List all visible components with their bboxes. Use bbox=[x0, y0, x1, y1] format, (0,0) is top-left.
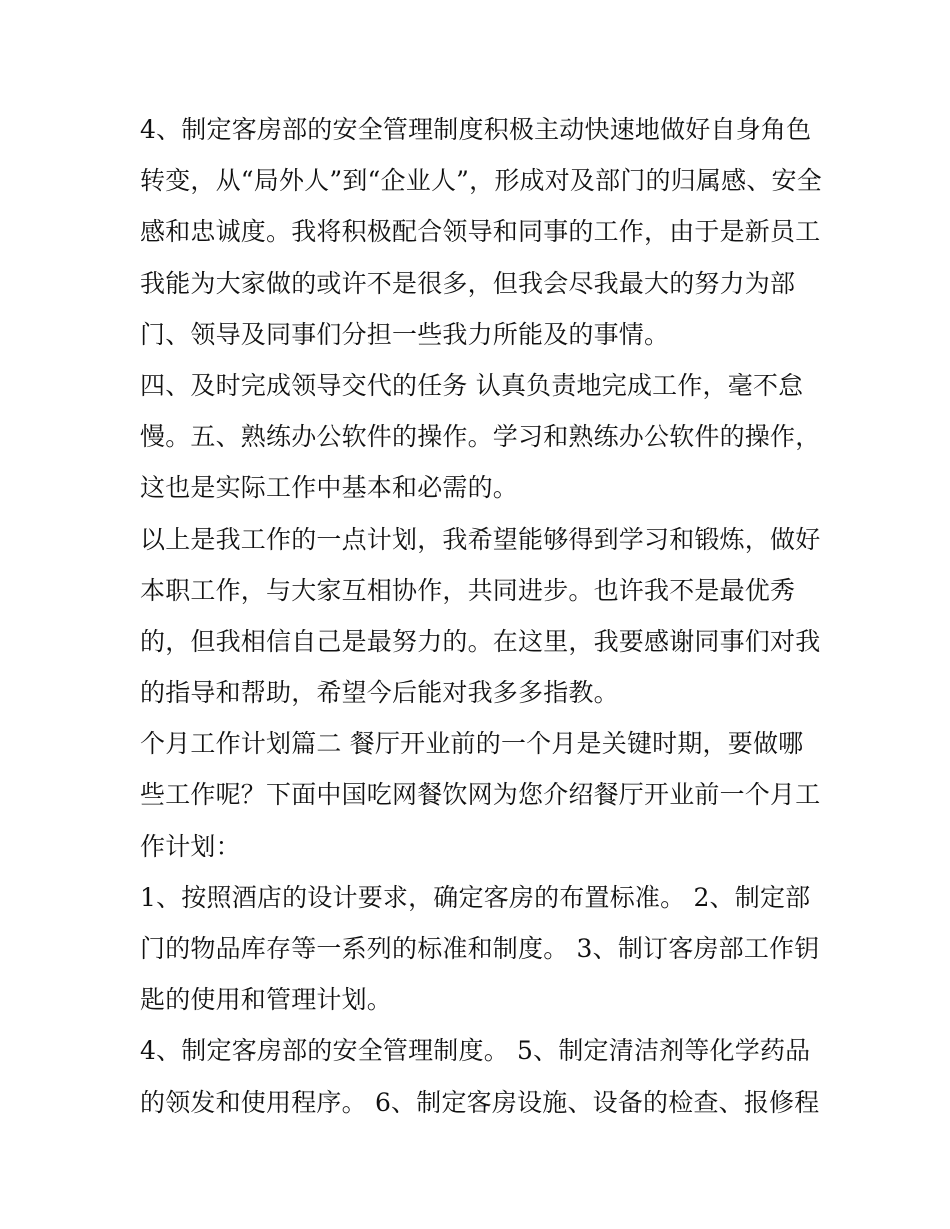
text-line: 我能为大家做的或许不是很多，但我会尽我最大的努力为部 bbox=[140, 268, 796, 298]
text-line: 感和忠诚度。我将积极配合领导和同事的工作，由于是新员工 bbox=[140, 217, 821, 247]
text-line: 门的物品库存等一系列的标准和制度。 3、制订客房部工作钥 bbox=[140, 934, 820, 963]
text-line: 转变，从“局外人”到“企业人”，形成对及部门的归属感、安全 bbox=[140, 166, 822, 196]
text-line: 这也是实际工作中基本和必需的。 bbox=[140, 473, 519, 503]
text-line: 的，但我相信自己是最努力的。在这里，我要感谢同事们对我 bbox=[140, 626, 821, 656]
text-line: 慢。五、熟练办公软件的操作。学习和熟练办公软件的操作， bbox=[140, 422, 821, 452]
text-line: 4、制定客房部的安全管理制度。 5、制定清洁剂等化学药品 bbox=[140, 1036, 811, 1066]
text-line: 门、领导及同事们分担一些我力所能及的事情。 bbox=[140, 319, 670, 349]
document-body bbox=[140, 104, 830, 1128]
text-line: 1、按照酒店的设计要求，确定客房的布置标准。 2、制定部 bbox=[140, 882, 811, 912]
text-line: 个月工作计划篇二 餐厅开业前的一个月是关键时期，要做哪 bbox=[140, 729, 804, 759]
text-line: 作计划： bbox=[140, 831, 241, 861]
text-line: 的指导和帮助，希望今后能对我多多指教。 bbox=[140, 678, 619, 708]
text-line: 的领发和使用程序。 6、制定客房设施、设备的检查、报修程 bbox=[140, 1087, 820, 1117]
text-line: 4、制定客房部的安全管理制度积极主动快速地做好自身角色 bbox=[140, 115, 812, 144]
text-line: 本职工作，与大家互相协作，共同进步。也许我不是最优秀 bbox=[140, 575, 796, 605]
text-line: 匙的使用和管理计划。 bbox=[140, 985, 393, 1015]
text-line: 四、及时完成领导交代的任务 认真负责地完成工作，毫不怠 bbox=[140, 370, 804, 400]
text-line: 些工作呢？下面中国吃网餐饮网为您介绍餐厅开业前一个月工 bbox=[140, 780, 821, 810]
text-line: 以上是我工作的一点计划，我希望能够得到学习和锻炼，做好 bbox=[140, 524, 821, 554]
